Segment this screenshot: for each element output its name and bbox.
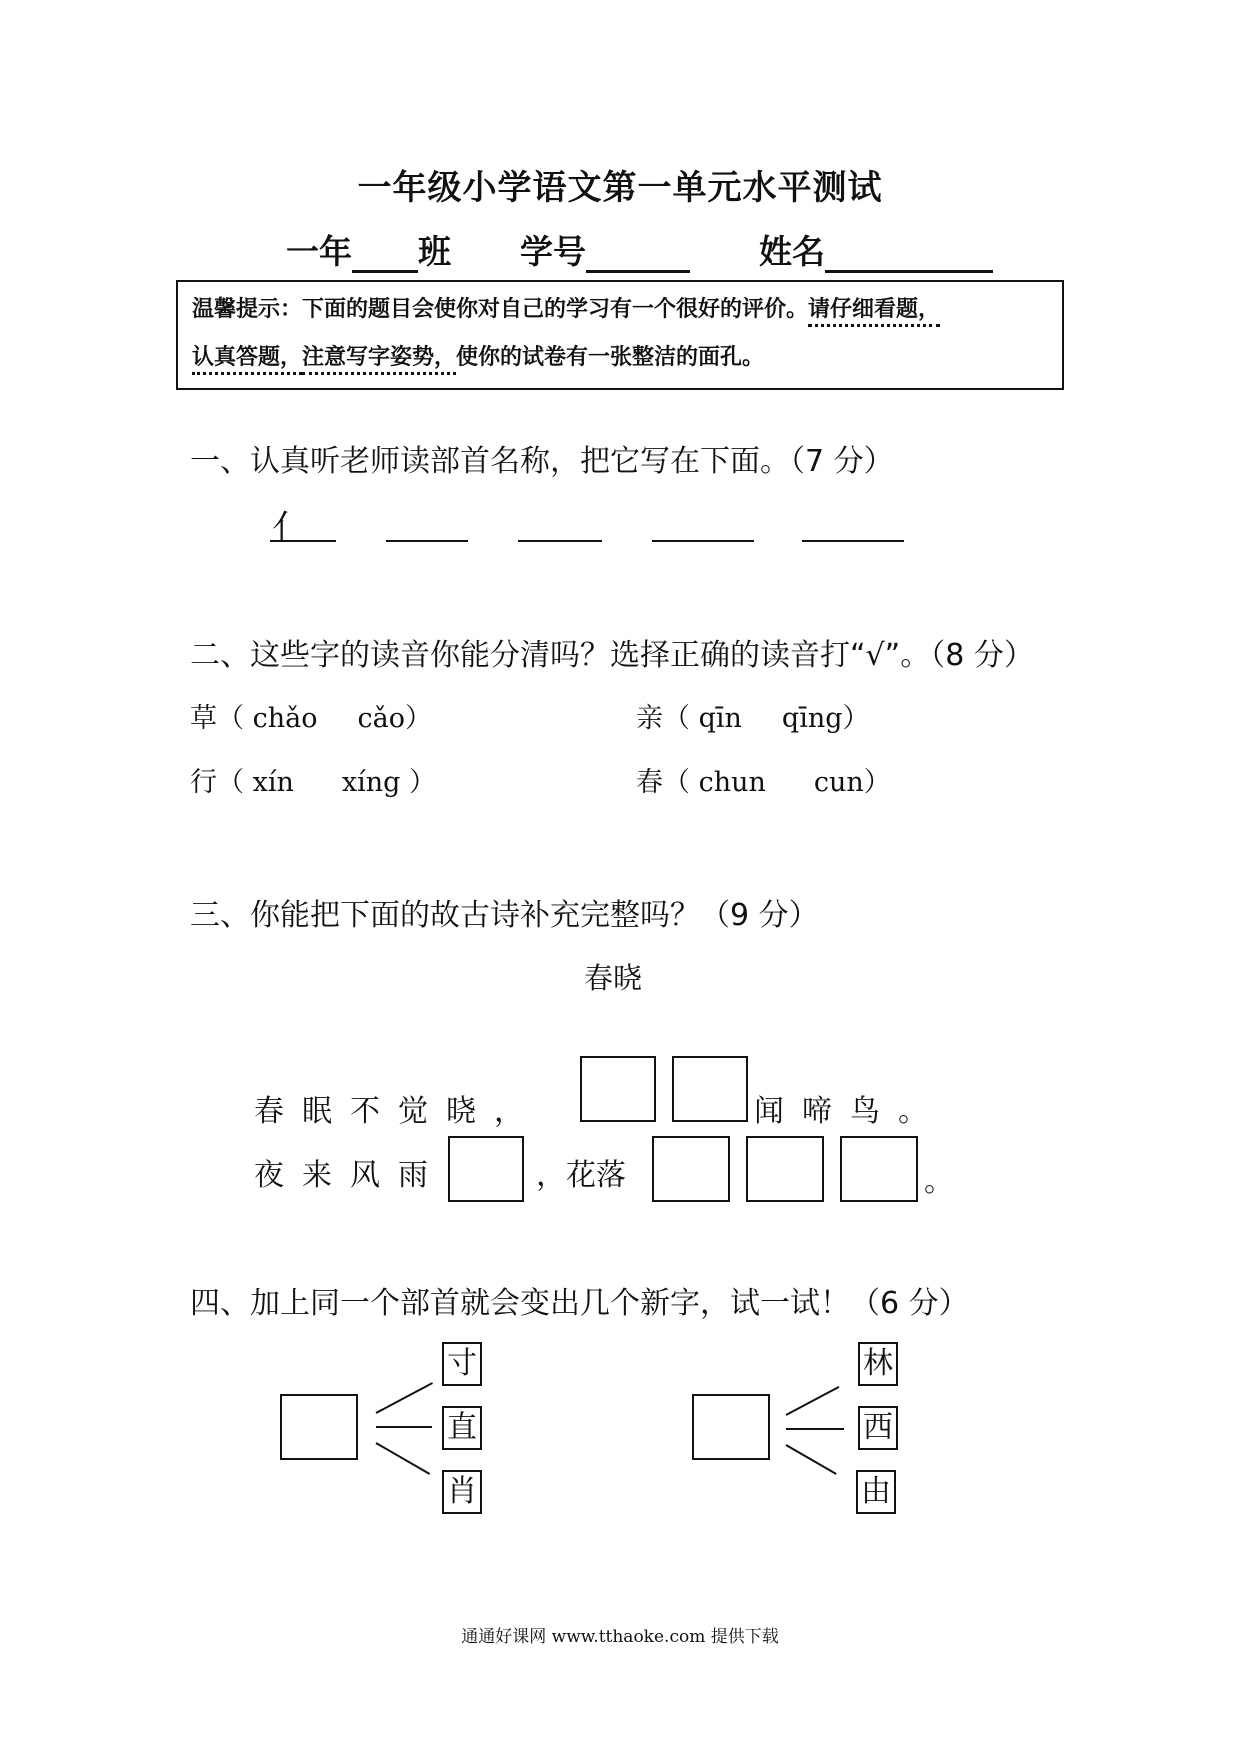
question-1: 一、认真听老师读部首名称，把它写在下面。（7 分）	[190, 444, 894, 479]
pinyin-item: 亲（ qīn qīng）	[636, 703, 870, 734]
poem-box[interactable]	[672, 1056, 748, 1122]
pinyin-char: 行	[190, 767, 217, 798]
tip-lead: 温馨提示：	[192, 297, 303, 322]
pinyin-option[interactable]: qīn	[698, 703, 742, 734]
poem-line-2-mid: ，花落	[536, 1158, 626, 1193]
answer-blank-3[interactable]	[518, 538, 602, 542]
pinyin-option[interactable]: qīng	[781, 703, 843, 734]
poem-box[interactable]	[652, 1136, 730, 1202]
answer-blank-4[interactable]	[652, 538, 754, 542]
poem-box[interactable]	[448, 1136, 524, 1202]
radical-answer-box[interactable]	[280, 1394, 358, 1460]
tip-line-2	[178, 338, 1062, 378]
poem-line-1-start: 春眠不觉晓，	[254, 1094, 542, 1129]
tip-text-2b: 注意写字姿势，	[302, 345, 456, 375]
connector-line	[786, 1386, 840, 1416]
pinyin-option[interactable]: chǎo	[252, 703, 318, 734]
poem-box[interactable]	[746, 1136, 824, 1202]
pinyin-char: 春	[636, 767, 663, 798]
poem-title: 春晓	[584, 961, 643, 995]
answer-blank-5[interactable]	[802, 538, 904, 542]
student-no-blank[interactable]	[586, 240, 690, 273]
tip-line-1	[178, 282, 1062, 338]
pinyin-option[interactable]: cun	[813, 767, 864, 798]
radical-answer-box[interactable]	[692, 1394, 770, 1460]
tip-text-1b: 请仔细看题，	[808, 297, 940, 327]
pinyin-option[interactable]: cǎo	[357, 703, 405, 734]
student-no-label: 学号	[520, 232, 586, 271]
radical-example: 亻	[272, 508, 306, 548]
poem-box[interactable]	[580, 1056, 656, 1122]
pinyin-item: 草（ chǎo cǎo）	[190, 703, 432, 734]
connector-line	[376, 1382, 433, 1414]
answer-blank-2[interactable]	[386, 538, 468, 542]
poem-box[interactable]	[840, 1136, 918, 1202]
pinyin-item: 行（ xín xíng ）	[190, 767, 436, 798]
pinyin-option[interactable]: xíng	[341, 767, 401, 798]
page-title: 一年级小学语文第一单元水平测试	[357, 168, 883, 208]
char-box: 寸	[442, 1342, 482, 1386]
connector-line	[786, 1444, 837, 1475]
tip-box	[176, 280, 1064, 390]
class-blank[interactable]	[352, 240, 418, 273]
poem-line-2-end: 。	[924, 1164, 954, 1199]
poem-line-1-end: 闻啼鸟。	[754, 1094, 946, 1129]
char-box: 林	[858, 1342, 898, 1386]
pinyin-item: 春（ chun cun）	[636, 767, 891, 798]
info-line	[286, 226, 993, 273]
pinyin-option[interactable]: chun	[698, 767, 766, 798]
footer-credit: 通通好课网 www.tthaoke.com 提供下载	[461, 1627, 779, 1647]
question-3: 三、你能把下面的故古诗补充完整吗？（9 分）	[190, 898, 819, 933]
char-box: 西	[858, 1406, 898, 1450]
question-4: 四、加上同一个部首就会变出几个新字，试一试！（6 分）	[190, 1286, 969, 1321]
pinyin-char: 草	[190, 703, 217, 734]
pinyin-char: 亲	[636, 703, 663, 734]
class-label: 班	[418, 232, 451, 271]
connector-line	[376, 1442, 431, 1475]
connector-line	[786, 1428, 844, 1430]
char-box: 直	[442, 1406, 482, 1450]
tip-text-1a: 下面的题目会使你对自己的学习有一个很好的评价。	[302, 297, 809, 322]
tip-text-2c: 使你的试卷有一张整洁的面孔。	[456, 345, 765, 370]
poem-line-2-start: 夜来风雨	[254, 1158, 446, 1193]
char-box: 由	[856, 1470, 896, 1514]
tip-text-2a: 认真答题，	[192, 345, 302, 375]
pinyin-option[interactable]: xín	[252, 767, 294, 798]
char-box: 肖	[442, 1470, 482, 1514]
grade-label: 一年	[286, 232, 352, 271]
name-blank[interactable]	[825, 240, 993, 273]
question-2: 二、这些字的读音你能分清吗？选择正确的读音打“√”。（8 分）	[190, 638, 1034, 673]
answer-blank-1[interactable]	[270, 538, 336, 542]
connector-line	[376, 1426, 432, 1428]
name-label: 姓名	[759, 232, 825, 271]
